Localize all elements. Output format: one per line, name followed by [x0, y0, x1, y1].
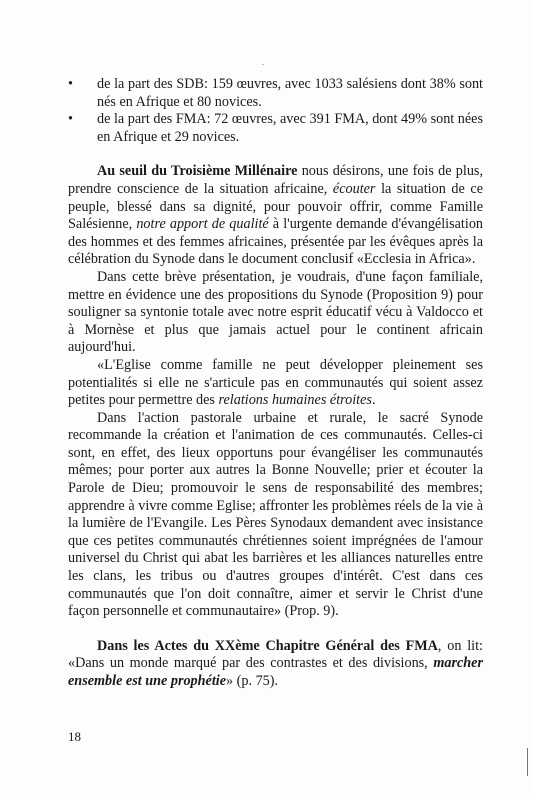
- paragraph-third-millennium: [68, 163, 483, 269]
- statistics-list: [68, 76, 483, 146]
- list-item-fma: [68, 111, 483, 146]
- paragraph-text: la situation de ce peuple, blessé dans sa dignité, pour pouvoir offrir, comme Famille Salésienne,: [68, 180, 483, 233]
- paragraph-text: nous désirons, une fois de plus, prendre conscience de la situation africaine,: [68, 163, 483, 197]
- page-body: [68, 76, 483, 691]
- paragraph-church-family: [68, 357, 483, 410]
- scan-speck: [262, 64, 264, 65]
- bullet-icon: •: [68, 111, 73, 128]
- paragraph-text: » (p. 75).: [226, 673, 279, 689]
- paragraph-text: à l'urgente demande d'évangélisation des hommes et des femmes africaines, présentée par les évêques après la célébration du Synode dans le document conclusif «Ecclesia in Africa».: [68, 216, 484, 268]
- paragraph-italic: notre apport de qualité: [136, 216, 269, 233]
- paragraph-lead-bold: Au seuil du Troisième Millénaire: [97, 163, 298, 180]
- paragraph-bold-italic: marcher ensemble est une prophétie: [68, 655, 483, 689]
- paragraph-presentation: Dans cette brève présentation, je voudrais, d'une façon familiale, mettre en évidence une des propositions du Synode (Proposition 9) pour souligner sa syntonie totale avec notre esprit éducatif vécu à Valdocco et à Mornèse et plus que jamais actuel pour le continent africain aujourd'hui.: [68, 268, 483, 356]
- paragraph-pastoral-action: Dans l'action pastorale urbaine et rurale, le sacré Synode recommande la création et l'animation de ces communautés. Celles-ci sont, en effet, des lieux opportuns pour évangéliser les communautés mêmes; pour porter aux autres la Bonne Nouvelle; prier et écouter la Parole de Dieu; promouvoir le sens de responsabilité des membres; apprendre à vivre comme Eglise; affronter les problèmes réels de la vie à la lumière de l'Evangile. Les Pères Synodaux demandent avec insistance que ces petites communautés chrétiennes soient imprégnées de l'amour universel du Christ qui abat les barrières et les alliances naturelles entre les clans, les tribus ou d'autres groupes d'intérêt. C'est dans ces communautés que l'on doit connaître, aimer et servir le Christ d'une façon personnelle et communautaire» (Prop. 9).: [68, 409, 483, 620]
- paragraph-chapter-acts: [68, 638, 483, 691]
- section-gap: [68, 146, 483, 163]
- section-gap: [68, 621, 483, 638]
- paragraph-text: , on lit: «Dans un monde marqué par des contrastes et des divisions,: [68, 637, 483, 672]
- paragraph-text: «L'Eglise comme famille ne peut développer pleinement ses potentialités si elle ne s'articule pas en communautés qui soient assez petites pour permettre des: [68, 356, 483, 409]
- bullet-icon: •: [68, 76, 73, 92]
- paragraph-lead-bold: Dans les Actes du XXème Chapitre Général des FMA: [97, 637, 438, 654]
- scan-edge-mark: [527, 748, 528, 776]
- page-number: 18: [68, 729, 81, 744]
- list-item-text: de la part des FMA: 72 œuvres, avec 391 FMA, dont 49% sont nées en Afrique et 29 novices.: [97, 111, 483, 145]
- paragraph-text: .: [371, 392, 376, 409]
- list-item-text: de la part des SDB: 159 œuvres, avec 1033 salésiens dont 38% sont nés en Afrique et 80 novices.: [97, 76, 483, 110]
- list-item-sdb: [68, 76, 483, 111]
- paragraph-italic: écouter: [332, 180, 376, 197]
- paragraph-italic: relations humaines étroites: [218, 392, 372, 409]
